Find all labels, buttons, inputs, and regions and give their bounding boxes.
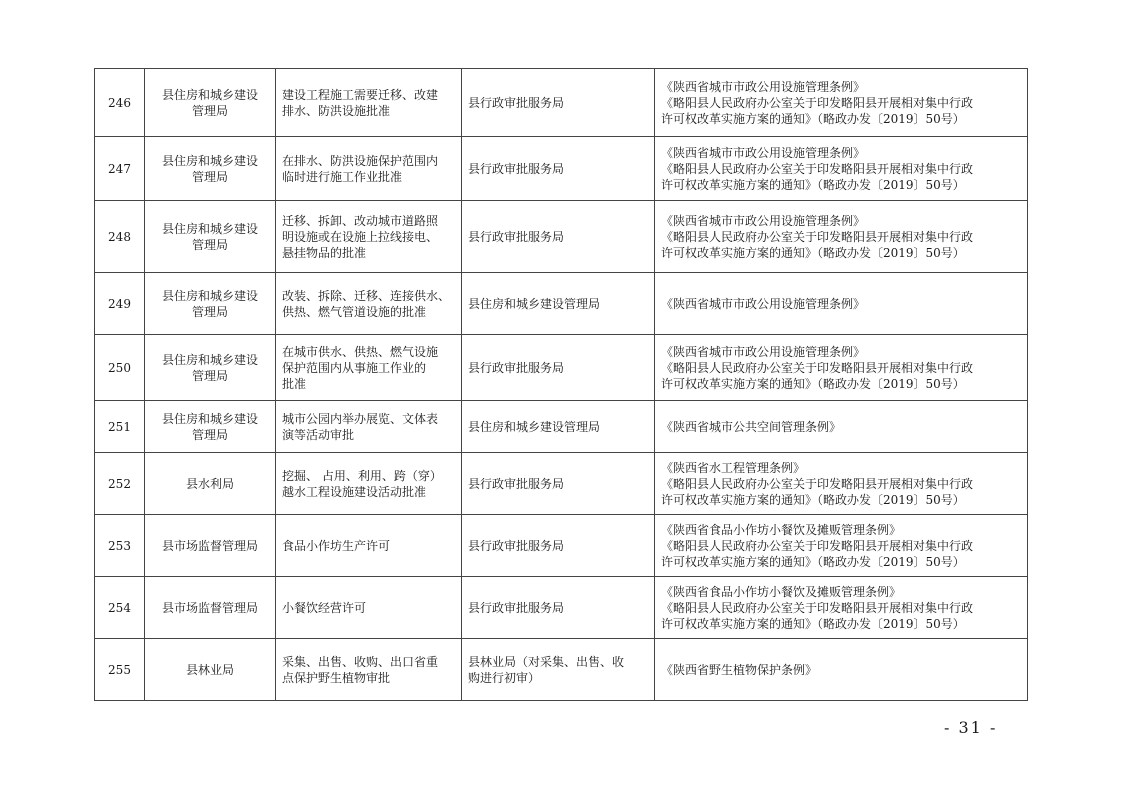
department-line: 县林业局 — [185, 662, 234, 677]
legal-basis-line: 许可权改革实施方案的通知》（略政办发〔2019〕50号） — [661, 111, 965, 126]
legal-basis-line: 许可权改革实施方案的通知》（略政办发〔2019〕50号） — [661, 177, 965, 192]
approval-item-line: 批准 — [282, 376, 307, 391]
approval-item-line: 保护范围内从事施工作业的 — [282, 360, 427, 375]
department-line: 县住房和城乡建设 — [161, 288, 258, 303]
department-line: 管理局 — [191, 427, 228, 442]
implementing-body-cell — [462, 335, 655, 401]
row-number-cell: 255 — [95, 639, 145, 701]
approval-item-line: 在排水、防洪设施保护范围内 — [282, 153, 439, 168]
implementing-body-cell — [462, 639, 655, 701]
legal-basis-line: 《略阳县人民政府办公室关于印发略阳县开展相对集中行政 — [661, 229, 974, 244]
department-cell — [145, 639, 276, 701]
approval-item-line: 临时进行施工作业批准 — [282, 169, 403, 184]
legal-basis-line: 《略阳县人民政府办公室关于印发略阳县开展相对集中行政 — [661, 600, 974, 615]
table-row — [95, 453, 1028, 515]
row-number-cell: 250 — [95, 335, 145, 401]
legal-basis-line: 《陕西省城市市政公用设施管理条例》 — [661, 344, 866, 359]
approval-item-line: 小餐饮经营许可 — [282, 600, 367, 615]
department-line: 管理局 — [191, 103, 228, 118]
department-line: 县水利局 — [185, 476, 234, 491]
legal-basis-line: 《陕西省食品小作坊小餐饮及摊贩管理条例》 — [661, 584, 902, 599]
department-cell — [145, 401, 276, 453]
legal-basis-line: 《陕西省野生植物保护条例》 — [661, 662, 818, 677]
legal-basis-line: 许可权改革实施方案的通知》（略政办发〔2019〕50号） — [661, 376, 965, 391]
legal-basis-cell — [655, 273, 1028, 335]
department-line: 县住房和城乡建设 — [161, 221, 258, 236]
approval-item-line: 排水、防洪设施批准 — [282, 103, 391, 118]
legal-basis-line: 《陕西省城市市政公用设施管理条例》 — [661, 79, 866, 94]
legal-basis-cell — [655, 577, 1028, 639]
implementing-body-cell — [462, 137, 655, 201]
table-row — [95, 515, 1028, 577]
legal-basis-line: 《陕西省城市市政公用设施管理条例》 — [661, 296, 866, 311]
legal-basis-cell — [655, 453, 1028, 515]
department-cell — [145, 453, 276, 515]
department-cell — [145, 69, 276, 137]
legal-basis-line: 许可权改革实施方案的通知》（略政办发〔2019〕50号） — [661, 554, 965, 569]
approval-item-line: 挖掘、 占用、利用、跨（穿） — [282, 468, 442, 483]
legal-basis-line: 《略阳县人民政府办公室关于印发略阳县开展相对集中行政 — [661, 360, 974, 375]
implementing-body-line: 县行政审批服务局 — [468, 538, 565, 553]
row-number-cell: 247 — [95, 137, 145, 201]
department-line: 县住房和城乡建设 — [161, 352, 258, 367]
implementing-body-line: 县行政审批服务局 — [468, 476, 565, 491]
approval-item-line: 迁移、拆卸、改动城市道路照 — [282, 213, 439, 228]
legal-basis-line: 许可权改革实施方案的通知》（略政办发〔2019〕50号） — [661, 245, 965, 260]
table-row — [95, 201, 1028, 273]
approval-item-line: 城市公园内举办展览、文体表 — [282, 411, 439, 426]
department-line: 县住房和城乡建设 — [161, 411, 258, 426]
approval-item-line: 在城市供水、供热、燃气设施 — [282, 344, 439, 359]
legal-basis-cell — [655, 335, 1028, 401]
approval-item-cell — [276, 577, 462, 639]
table-row — [95, 577, 1028, 639]
department-cell — [145, 335, 276, 401]
approval-item-cell — [276, 137, 462, 201]
row-number-cell: 248 — [95, 201, 145, 273]
department-cell — [145, 273, 276, 335]
table-row — [95, 335, 1028, 401]
legal-basis-line: 《陕西省城市市政公用设施管理条例》 — [661, 213, 866, 228]
approval-item-cell — [276, 401, 462, 453]
table-row — [95, 401, 1028, 453]
legal-basis-line: 《陕西省城市市政公用设施管理条例》 — [661, 145, 866, 160]
approval-item-line: 悬挂物品的批准 — [282, 245, 367, 260]
implementing-body-line: 县住房和城乡建设管理局 — [468, 419, 601, 434]
row-number-cell: 251 — [95, 401, 145, 453]
department-cell — [145, 201, 276, 273]
approval-items-table — [94, 68, 1028, 701]
implementing-body-line: 县住房和城乡建设管理局 — [468, 296, 601, 311]
implementing-body-line: 县行政审批服务局 — [468, 600, 565, 615]
legal-basis-cell — [655, 515, 1028, 577]
legal-basis-line: 许可权改革实施方案的通知》（略政办发〔2019〕50号） — [661, 492, 965, 507]
department-line: 县市场监督管理局 — [161, 600, 258, 615]
legal-basis-line: 《陕西省水工程管理条例》 — [661, 460, 806, 475]
department-line: 县住房和城乡建设 — [161, 153, 258, 168]
row-number-cell: 249 — [95, 273, 145, 335]
legal-basis-line: 《略阳县人民政府办公室关于印发略阳县开展相对集中行政 — [661, 161, 974, 176]
table-row — [95, 273, 1028, 335]
approval-item-line: 越水工程设施建设活动批准 — [282, 484, 427, 499]
legal-basis-cell — [655, 201, 1028, 273]
approval-item-cell — [276, 69, 462, 137]
department-cell — [145, 577, 276, 639]
approval-item-line: 点保护野生植物审批 — [282, 670, 391, 685]
table-row — [95, 69, 1028, 137]
department-line: 县市场监督管理局 — [161, 538, 258, 553]
implementing-body-line: 县行政审批服务局 — [468, 360, 565, 375]
implementing-body-cell — [462, 273, 655, 335]
legal-basis-line: 《略阳县人民政府办公室关于印发略阳县开展相对集中行政 — [661, 95, 974, 110]
implementing-body-line: 县行政审批服务局 — [468, 229, 565, 244]
department-line: 管理局 — [191, 368, 228, 383]
department-cell — [145, 515, 276, 577]
approval-item-cell — [276, 273, 462, 335]
department-line: 管理局 — [191, 169, 228, 184]
legal-basis-cell — [655, 639, 1028, 701]
approval-item-line: 采集、出售、收购、出口省重 — [282, 654, 439, 669]
implementing-body-cell — [462, 69, 655, 137]
legal-basis-line: 《略阳县人民政府办公室关于印发略阳县开展相对集中行政 — [661, 476, 974, 491]
table-row — [95, 639, 1028, 701]
approval-item-line: 食品小作坊生产许可 — [282, 538, 391, 553]
page-number: - 31 - — [944, 718, 998, 737]
approval-item-line: 改装、拆除、迁移、连接供水、 — [282, 288, 451, 303]
implementing-body-line: 购进行初审） — [468, 670, 541, 685]
department-cell — [145, 137, 276, 201]
implementing-body-cell — [462, 201, 655, 273]
row-number-cell: 252 — [95, 453, 145, 515]
department-line: 县住房和城乡建设 — [161, 87, 258, 102]
row-number-cell: 253 — [95, 515, 145, 577]
approval-item-cell — [276, 453, 462, 515]
implementing-body-line: 县行政审批服务局 — [468, 95, 565, 110]
legal-basis-line: 《略阳县人民政府办公室关于印发略阳县开展相对集中行政 — [661, 538, 974, 553]
approval-item-cell — [276, 201, 462, 273]
implementing-body-cell — [462, 453, 655, 515]
row-number-cell: 254 — [95, 577, 145, 639]
legal-basis-line: 《陕西省食品小作坊小餐饮及摊贩管理条例》 — [661, 522, 902, 537]
legal-basis-cell — [655, 69, 1028, 137]
approval-item-line: 建设工程施工需要迁移、改建 — [282, 87, 439, 102]
approval-item-cell — [276, 335, 462, 401]
department-line: 管理局 — [191, 237, 228, 252]
table-body — [95, 69, 1028, 701]
approval-item-line: 演等活动审批 — [282, 427, 355, 442]
implementing-body-line: 县行政审批服务局 — [468, 161, 565, 176]
legal-basis-cell — [655, 401, 1028, 453]
row-number-cell: 246 — [95, 69, 145, 137]
approval-item-line: 供热、燃气管道设施的批准 — [282, 304, 427, 319]
approval-item-cell — [276, 515, 462, 577]
department-line: 管理局 — [191, 304, 228, 319]
implementing-body-cell — [462, 401, 655, 453]
implementing-body-line: 县林业局（对采集、出售、收 — [468, 654, 625, 669]
implementing-body-cell — [462, 577, 655, 639]
approval-item-cell — [276, 639, 462, 701]
approval-item-line: 明设施或在设施上拉线接电、 — [282, 229, 439, 244]
legal-basis-line: 《陕西省城市公共空间管理条例》 — [661, 419, 842, 434]
implementing-body-cell — [462, 515, 655, 577]
legal-basis-line: 许可权改革实施方案的通知》（略政办发〔2019〕50号） — [661, 616, 965, 631]
legal-basis-cell — [655, 137, 1028, 201]
table-row — [95, 137, 1028, 201]
